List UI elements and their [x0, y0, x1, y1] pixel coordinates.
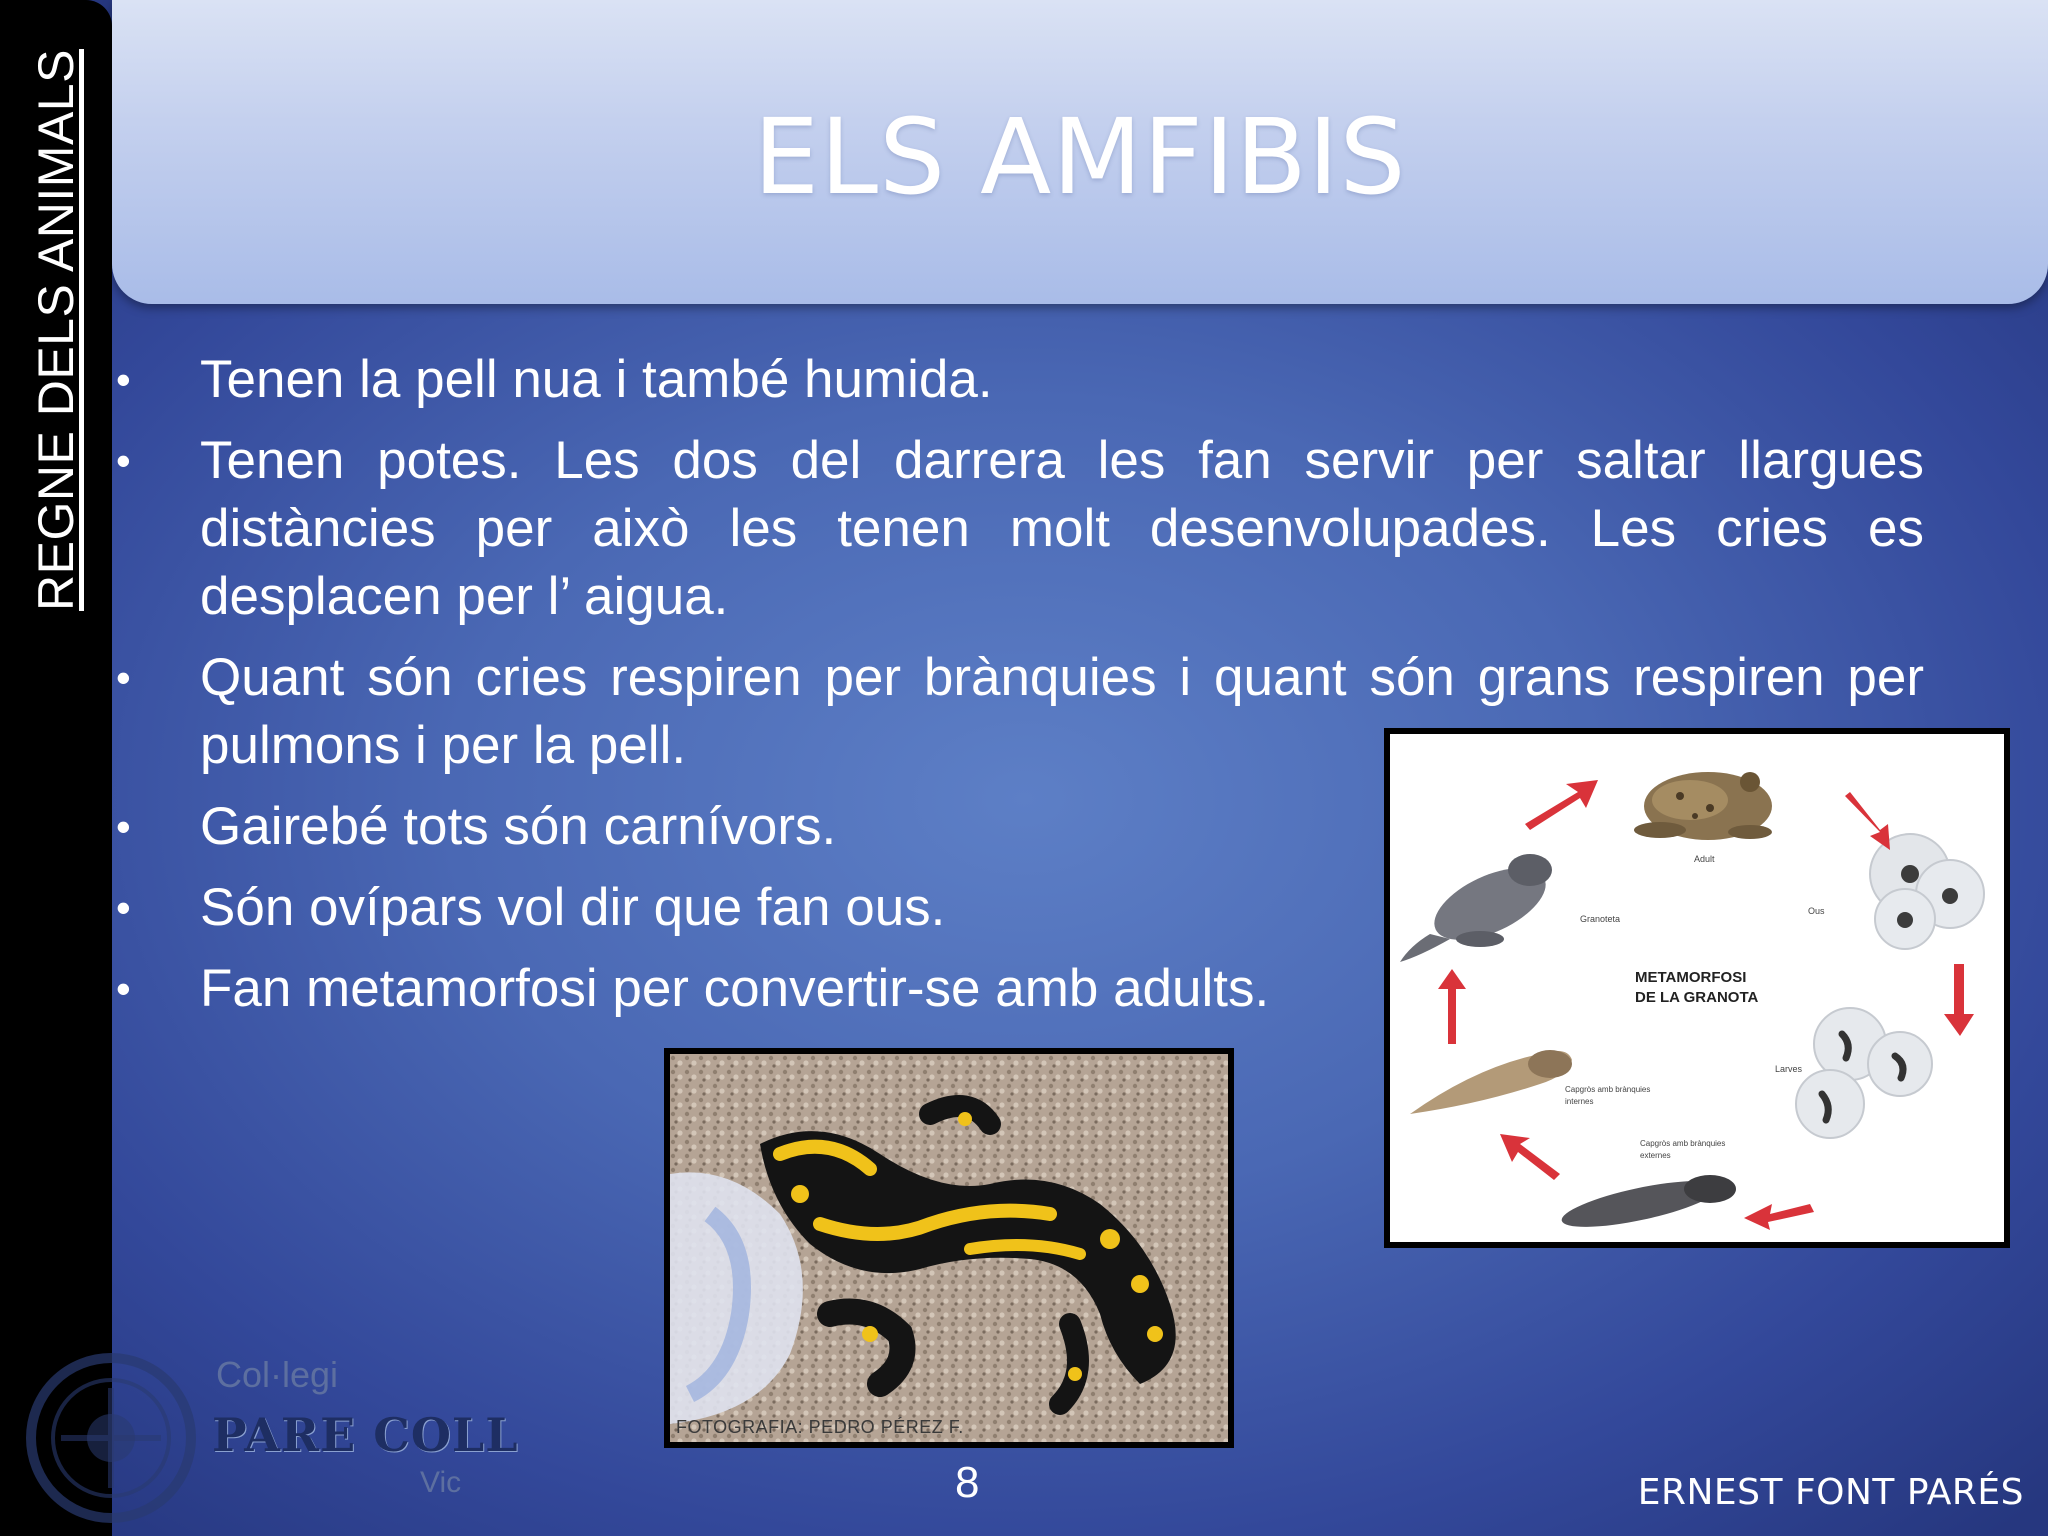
bullet-item — [116, 793, 1416, 861]
label-external-gills-2: externes — [1640, 1151, 1671, 1160]
metamorphosis-cycle-image — [1390, 734, 2004, 1242]
frog-metamorphosis-diagram — [1384, 728, 2010, 1248]
logo-colegi: Col·legi — [216, 1354, 339, 1395]
bullet-item — [116, 955, 1416, 1023]
bullet-item — [116, 346, 1924, 414]
photo-credit: FOTOGRAFIA: PEDRO PÉREZ F. — [676, 1417, 964, 1437]
label-external-gills-1: Capgròs amb brànquies — [1640, 1139, 1726, 1148]
bullet-dot-icon: • — [116, 884, 131, 931]
diagram-title-line1: METAMORFOSI — [1635, 969, 1747, 986]
slide-title: ELS AMFIBIS — [753, 96, 1407, 218]
side-title: REGNE DELS ANIMALS — [28, 49, 84, 611]
logo-school-name: PARE COLL — [212, 1408, 519, 1462]
bullet-text: Tenen la pell nua i també humida. — [200, 350, 993, 409]
author-name: ERNEST FONT PARÉS — [1637, 1472, 2024, 1513]
bullet-dot-icon: • — [116, 654, 131, 701]
label-ous: Ous — [1808, 906, 1825, 916]
logo-city: Vic — [420, 1466, 462, 1499]
bullet-dot-icon: • — [116, 437, 131, 484]
bullet-text: Tenen potes. Les dos del darrera les fan servir per saltar llargues distàncies per això les tenen molt desenvolupades. Les cries es desplacen per l’ aigua. — [200, 431, 1924, 626]
bullet-item — [116, 427, 1924, 631]
page-number: 8 — [955, 1458, 980, 1507]
label-granoteta: Granoteta — [1580, 914, 1621, 924]
bullet-dot-icon: • — [116, 803, 131, 850]
bullet-item — [116, 874, 1416, 942]
salamander-image — [670, 1054, 1228, 1442]
label-larves: Larves — [1775, 1064, 1803, 1074]
salamander-photo — [664, 1048, 1234, 1448]
diagram-title-line2: DE LA GRANOTA — [1635, 989, 1759, 1006]
bullet-text: Quant són cries respiren per brànquies i quant són grans respiren per pulmons i per la pell. — [200, 648, 1924, 775]
side-bar — [0, 0, 112, 1536]
title-box — [112, 0, 2048, 304]
bullet-text: Gairebé tots són carnívors. — [200, 797, 837, 856]
bullet-dot-icon: • — [116, 356, 131, 403]
bullet-text: Fan metamorfosi per convertir-se amb adults. — [200, 959, 1270, 1018]
school-logo — [16, 1338, 536, 1528]
school-seal-icon — [16, 1338, 216, 1528]
bullet-dot-icon: • — [116, 965, 131, 1012]
label-internal-gills-1: Capgròs amb brànquies — [1565, 1085, 1651, 1094]
bullet-text: Són ovípars vol dir que fan ous. — [200, 878, 946, 937]
label-adult: Adult — [1694, 854, 1715, 864]
label-internal-gills-2: internes — [1565, 1097, 1594, 1106]
